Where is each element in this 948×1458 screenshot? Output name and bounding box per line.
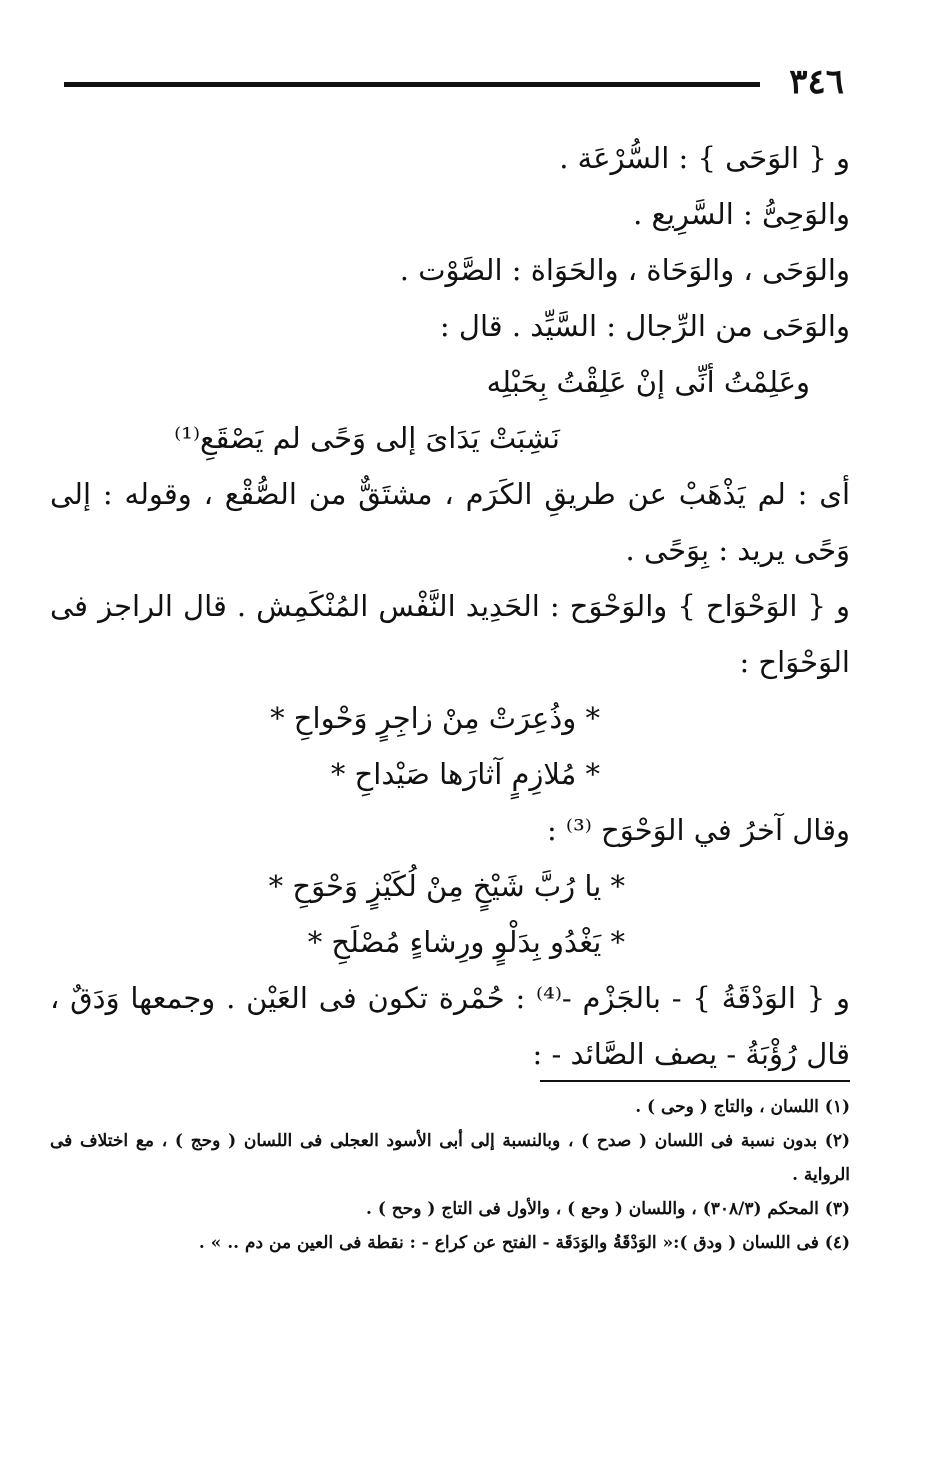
rajaz-line: * يَغْدُو بِدَلْوٍ ورِشاءٍ مُصْلَحِ * — [307, 925, 625, 959]
footnote: (٢) بدون نسبة فى اللسان ( صدح ) ، وبالنسبة إلى أبى الأسود العجلى فى اللسان ( وحج ) ، مع اختلاف فى الرواية . — [50, 1131, 850, 1185]
page-number: ٣٤٦ — [789, 62, 844, 102]
rajaz-line: * وذُعِرَتْ مِنْ زاجِرٍ وَحْواحِ * — [270, 701, 600, 735]
footnote: (١) اللسان ، والتاج ( وحى ) . — [635, 1097, 850, 1117]
footnote: (٤) فى اللسان ( ودق ):« الوَدْقَةُ والوَدَقَة - الفتح عن كراع - : نقطة فى العين من دم .. » . — [198, 1233, 850, 1253]
verse-line: وعَلِمْتُ أنِّى إنْ عَلِقْتُ بِحَبْلِه — [486, 365, 810, 399]
entry-paragraph: و { الوَدْقَةُ } - بالجَزْم -⁽⁴⁾ : حُمْرة تكون فى العَيْن . وجمعها وَدَقٌ ، قال رُؤْبَةُ - يصف الصَّائد - : — [50, 981, 850, 1071]
entry-line: والوَحِىُّ : السَّرِيع . — [633, 197, 850, 231]
entry-line: وقال آخرُ في الوَحْوَح ⁽³⁾ : — [546, 813, 850, 847]
footnote-rule — [540, 1080, 850, 1082]
entry-line: والوَحَى من الرِّجال : السَّيِّد . قال : — [439, 309, 850, 343]
page-header — [64, 62, 844, 102]
entry-paragraph: أى : لم يَذْهَبْ عن طريقِ الكَرَم ، مشتَقٌّ من الصُّقْع ، وقوله : إلى وَحًى يريد : بِوَحًى . — [50, 477, 850, 567]
rajaz-line: * يا رُبَّ شَيْخٍ مِنْ لُكَيْزٍ وَحْوَحِ * — [268, 869, 625, 903]
rajaz-line: * مُلازِمٍ آثارَها صَيْداحِ * — [330, 757, 600, 791]
header-rule — [64, 82, 760, 87]
entry-line: و { الوَحَى } : السُّرْعَة . — [559, 141, 850, 175]
body-text — [50, 130, 850, 1082]
entry-paragraph: و { الوَحْوَاح } والوَحْوَح : الحَدِيد النَّفْس المُنْكَمِش . قال الراجز فى الوَحْوَاح : — [50, 589, 850, 679]
footnote: (٣) المحكم (٣٠٨/٣) ، واللسان ( وحع ) ، والأول فى التاج ( وحح ) . — [365, 1199, 850, 1219]
verse-line: نَشِبَتْ يَدَاىَ إلى وَحًى لم يَصْقَعِ⁽¹⁾ — [174, 421, 560, 455]
entry-line: والوَحَى ، والوَحَاة ، والحَوَاة : الصَّوْت . — [399, 253, 850, 287]
footnotes — [50, 1080, 850, 1260]
